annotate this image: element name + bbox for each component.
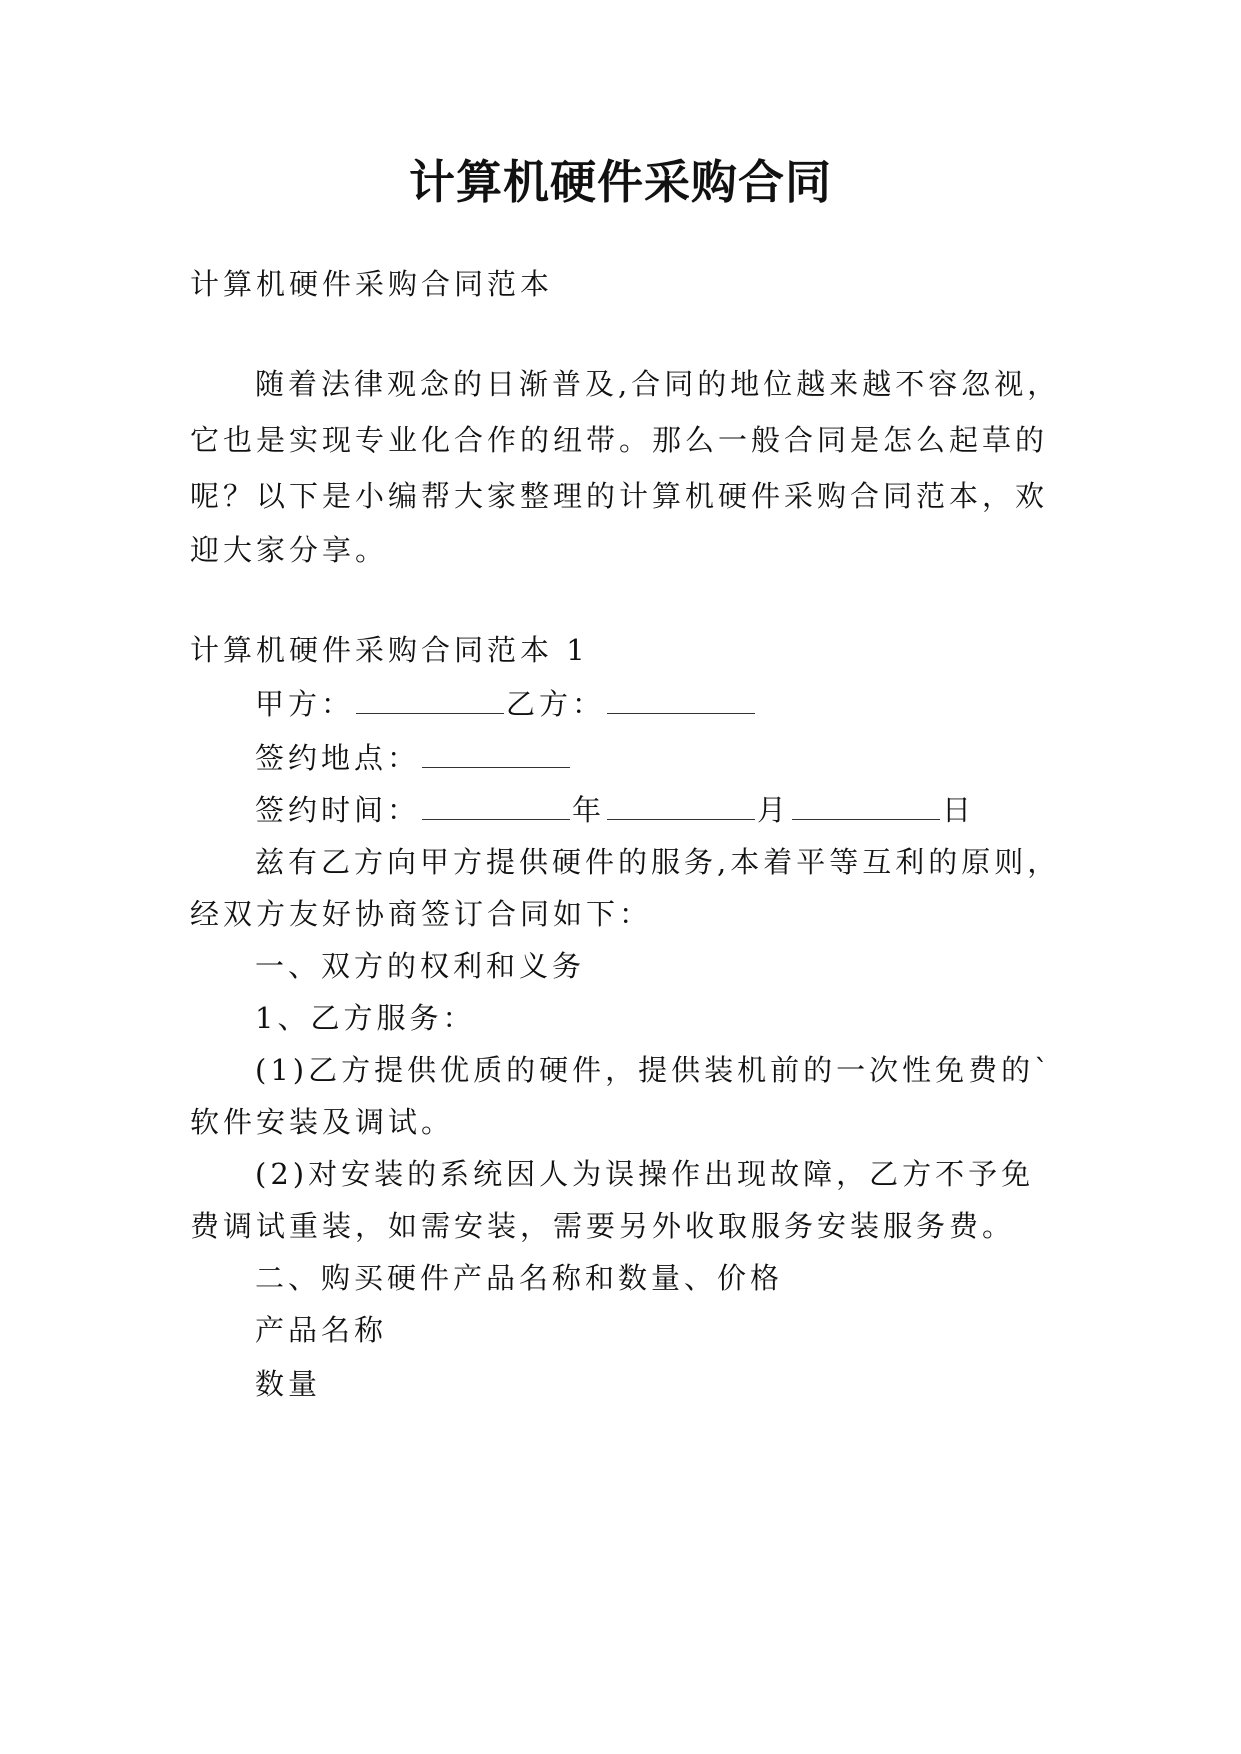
document-title: 计算机硬件采购合同 [409, 155, 832, 209]
intro-line-1: 随着法律观念的日渐普及,合同的地位越来越不容忽视， [255, 367, 1061, 401]
day-blank[interactable] [792, 795, 940, 820]
preamble-line-1: 兹有乙方向甲方提供硬件的服务,本着平等互利的原则， [255, 845, 1061, 879]
month-blank[interactable] [607, 795, 755, 820]
preamble-line-2: 经双方友好协商签订合同如下： [190, 897, 653, 931]
day-label: 日 [942, 793, 976, 827]
clause-1-1: 1、乙方服务： [255, 1001, 476, 1035]
sign-place-blank[interactable] [422, 743, 570, 768]
clause-1-1-a-line-2: 软件安装及调试。 [190, 1105, 455, 1139]
sign-place-label: 签约地点： [255, 741, 421, 775]
party-a-blank[interactable] [356, 689, 504, 714]
intro-line-3: 呢？以下是小编帮大家整理的计算机硬件采购合同范本，欢 [190, 479, 1049, 513]
month-label: 月 [757, 793, 791, 827]
intro-line-2: 它也是实现专业化合作的纽带。那么一般合同是怎么起草的 [190, 423, 1049, 457]
product-name-label: 产品名称 [255, 1313, 388, 1347]
year-blank[interactable] [422, 795, 570, 820]
clause-1-heading: 一、双方的权利和义务 [255, 949, 586, 983]
clause-1-1-a-line-1: (1)乙方提供优质的硬件，提供装机前的一次性免费的` [255, 1053, 1053, 1087]
clause-1-1-b-line-2: 费调试重装，如需安装，需要另外收取服务安装服务费。 [190, 1209, 1016, 1243]
quantity-label: 数量 [255, 1367, 322, 1401]
intro-line-4: 迎大家分享。 [190, 533, 389, 567]
sign-time-label: 签约时间： [255, 793, 421, 827]
party-b-blank[interactable] [607, 689, 755, 714]
sign-place-line [255, 738, 1060, 778]
party-a-label: 甲方： [255, 687, 355, 721]
document-subtitle: 计算机硬件采购合同范本 [190, 267, 554, 301]
party-b-label: 乙方： [506, 687, 606, 721]
sign-time-line [255, 790, 1060, 830]
party-line [255, 684, 1060, 724]
section-heading: 计算机硬件采购合同范本 1 [190, 633, 589, 667]
clause-2-heading: 二、购买硬件产品名称和数量、价格 [255, 1261, 784, 1295]
clause-1-1-b-line-1: (2)对安装的系统因人为误操作出现故障，乙方不予免 [255, 1157, 1035, 1191]
year-label: 年 [572, 793, 606, 827]
